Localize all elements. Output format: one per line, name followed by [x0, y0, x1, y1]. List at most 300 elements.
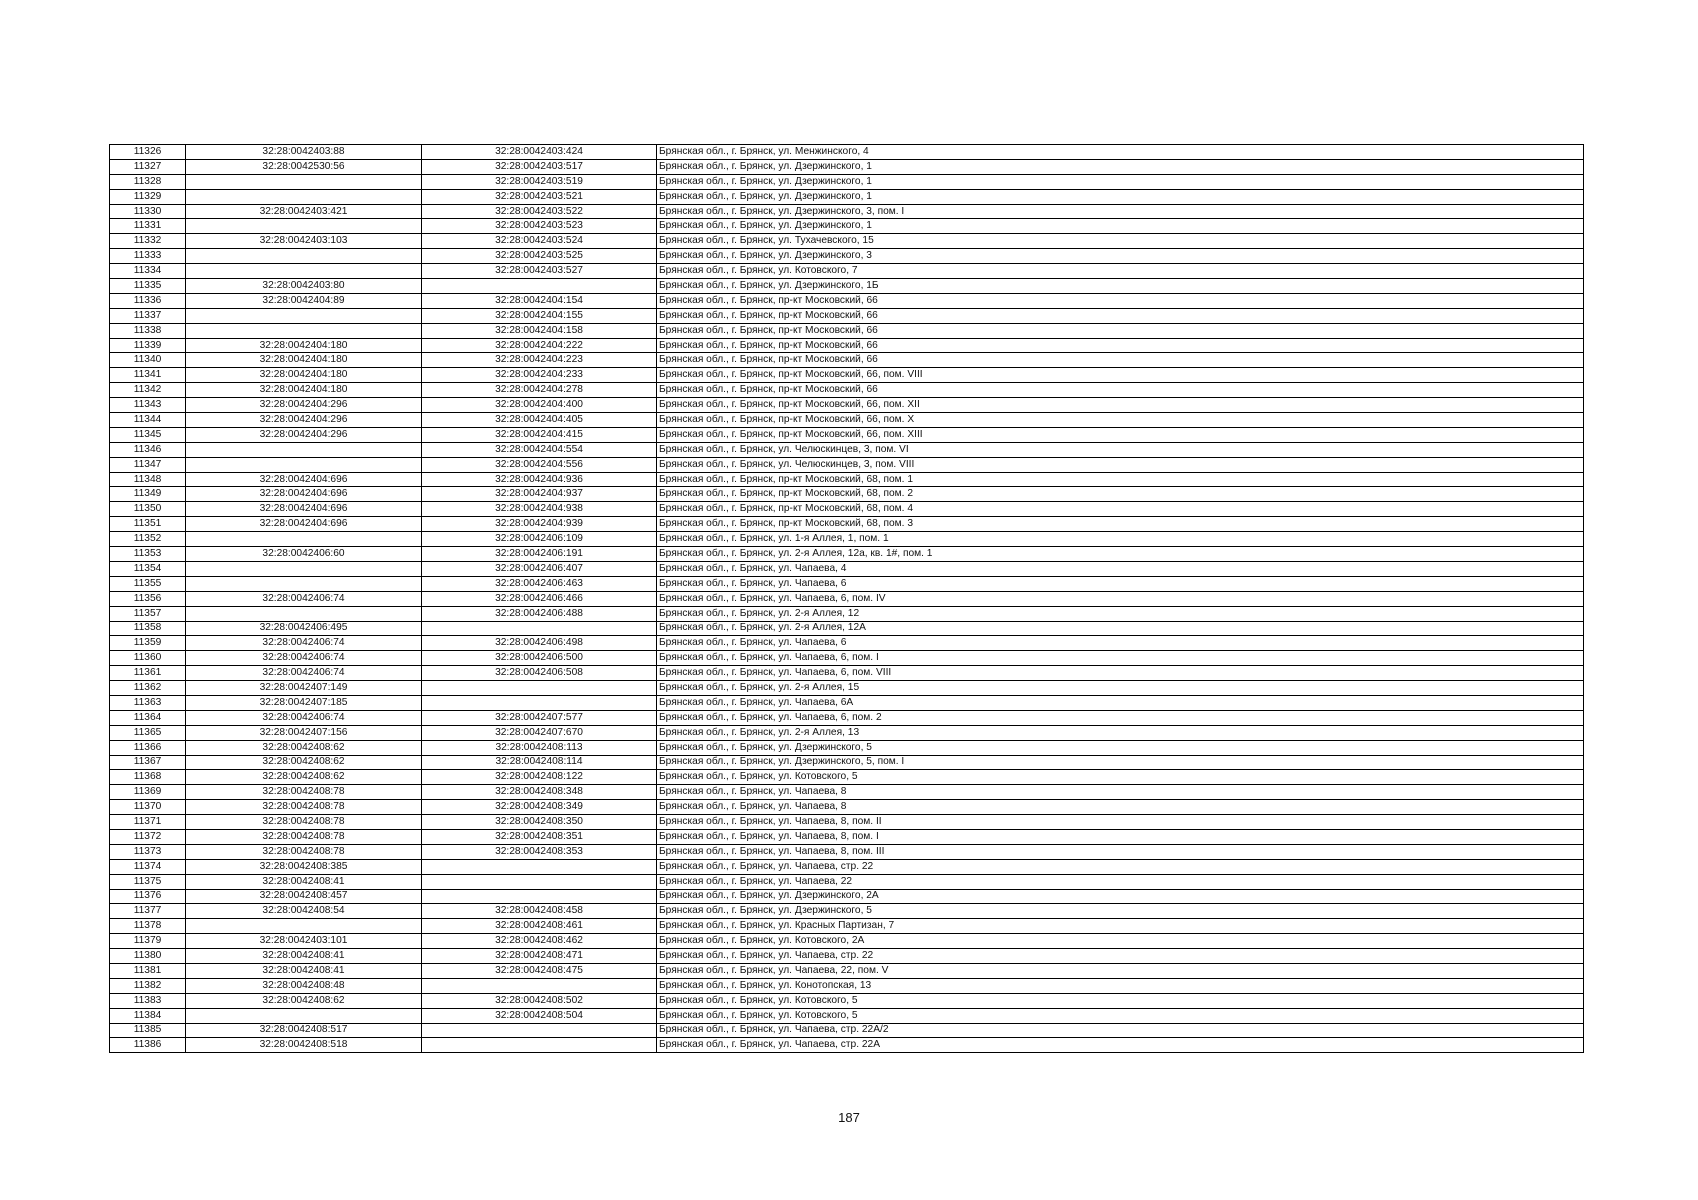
page-number: 187 [838, 1110, 860, 1125]
object-cadastral-number-cell: 32:28:0042403:524 [422, 234, 657, 249]
land-cadastral-number-cell: 32:28:0042406:74 [186, 666, 422, 681]
table-row [110, 844, 1584, 859]
table-row [110, 636, 1584, 651]
object-cadastral-number-cell: 32:28:0042408:502 [422, 993, 657, 1008]
row-number-cell: 11365 [110, 725, 186, 740]
table-row [110, 621, 1584, 636]
table-row [110, 502, 1584, 517]
object-cadastral-number-cell: 32:28:0042404:154 [422, 293, 657, 308]
address-cell: Брянская обл., г. Брянск, ул. Челюскинцев, 3, пом. VIII [657, 457, 1584, 472]
table-row [110, 517, 1584, 532]
land-cadastral-number-cell: 32:28:0042404:180 [186, 353, 422, 368]
table-row [110, 919, 1584, 934]
object-cadastral-number-cell: 32:28:0042408:350 [422, 815, 657, 830]
land-cadastral-number-cell: 32:28:0042407:156 [186, 725, 422, 740]
table-row [110, 457, 1584, 472]
object-cadastral-number-cell: 32:28:0042408:351 [422, 829, 657, 844]
land-cadastral-number-cell: 32:28:0042408:62 [186, 993, 422, 1008]
address-cell: Брянская обл., г. Брянск, ул. Дзержинского, 1 [657, 219, 1584, 234]
object-cadastral-number-cell: 32:28:0042404:158 [422, 323, 657, 338]
land-cadastral-number-cell: 32:28:0042408:78 [186, 815, 422, 830]
row-number-cell: 11370 [110, 800, 186, 815]
address-cell: Брянская обл., г. Брянск, пр-кт Московский, 66 [657, 293, 1584, 308]
object-cadastral-number-cell: 32:28:0042408:122 [422, 770, 657, 785]
address-cell: Брянская обл., г. Брянск, ул. Тухачевского, 15 [657, 234, 1584, 249]
land-cadastral-number-cell [186, 323, 422, 338]
address-cell: Брянская обл., г. Брянск, пр-кт Московский, 68, пом. 4 [657, 502, 1584, 517]
row-number-cell: 11337 [110, 308, 186, 323]
table-row [110, 249, 1584, 264]
address-cell: Брянская обл., г. Брянск, ул. Чапаева, 6 [657, 576, 1584, 591]
object-cadastral-number-cell: 32:28:0042404:936 [422, 472, 657, 487]
land-cadastral-number-cell: 32:28:0042408:62 [186, 740, 422, 755]
table-row [110, 1023, 1584, 1038]
land-cadastral-number-cell: 32:28:0042408:518 [186, 1038, 422, 1053]
row-number-cell: 11351 [110, 517, 186, 532]
land-cadastral-number-cell: 32:28:0042404:696 [186, 487, 422, 502]
address-cell: Брянская обл., г. Брянск, ул. Котовского, 5 [657, 770, 1584, 785]
object-cadastral-number-cell [422, 621, 657, 636]
row-number-cell: 11378 [110, 919, 186, 934]
object-cadastral-number-cell: 32:28:0042404:223 [422, 353, 657, 368]
table-row [110, 159, 1584, 174]
row-number-cell: 11375 [110, 874, 186, 889]
object-cadastral-number-cell: 32:28:0042406:498 [422, 636, 657, 651]
address-cell: Брянская обл., г. Брянск, пр-кт Московский, 68, пом. 2 [657, 487, 1584, 502]
row-number-cell: 11373 [110, 844, 186, 859]
object-cadastral-number-cell [422, 279, 657, 294]
row-number-cell: 11358 [110, 621, 186, 636]
object-cadastral-number-cell [422, 1038, 657, 1053]
table-row [110, 547, 1584, 562]
object-cadastral-number-cell: 32:28:0042404:415 [422, 427, 657, 442]
address-cell: Брянская обл., г. Брянск, ул. 2-я Аллея, 12 [657, 606, 1584, 621]
row-number-cell: 11352 [110, 532, 186, 547]
row-number-cell: 11366 [110, 740, 186, 755]
cadastral-table [109, 144, 1584, 1053]
object-cadastral-number-cell: 32:28:0042408:349 [422, 800, 657, 815]
land-cadastral-number-cell: 32:28:0042404:296 [186, 427, 422, 442]
table-row [110, 993, 1584, 1008]
object-cadastral-number-cell [422, 859, 657, 874]
land-cadastral-number-cell: 32:28:0042403:103 [186, 234, 422, 249]
land-cadastral-number-cell: 32:28:0042407:149 [186, 681, 422, 696]
land-cadastral-number-cell: 32:28:0042408:78 [186, 844, 422, 859]
object-cadastral-number-cell: 32:28:0042408:475 [422, 963, 657, 978]
row-number-cell: 11347 [110, 457, 186, 472]
object-cadastral-number-cell [422, 695, 657, 710]
table-row [110, 368, 1584, 383]
address-cell: Брянская обл., г. Брянск, ул. Чапаева, 22 [657, 874, 1584, 889]
table-row [110, 755, 1584, 770]
address-cell: Брянская обл., г. Брянск, пр-кт Московский, 68, пом. 3 [657, 517, 1584, 532]
address-cell: Брянская обл., г. Брянск, ул. Дзержинского, 2А [657, 889, 1584, 904]
row-number-cell: 11350 [110, 502, 186, 517]
table-body [110, 145, 1584, 1053]
object-cadastral-number-cell: 32:28:0042408:114 [422, 755, 657, 770]
land-cadastral-number-cell [186, 442, 422, 457]
address-cell: Брянская обл., г. Брянск, ул. Чапаева, 8, пом. I [657, 829, 1584, 844]
table-row [110, 695, 1584, 710]
row-number-cell: 11354 [110, 561, 186, 576]
land-cadastral-number-cell: 32:28:0042404:696 [186, 517, 422, 532]
address-cell: Брянская обл., г. Брянск, пр-кт Московский, 66, пом. VIII [657, 368, 1584, 383]
table-row [110, 904, 1584, 919]
land-cadastral-number-cell: 32:28:0042408:78 [186, 829, 422, 844]
row-number-cell: 11338 [110, 323, 186, 338]
land-cadastral-number-cell [186, 249, 422, 264]
row-number-cell: 11368 [110, 770, 186, 785]
address-cell: Брянская обл., г. Брянск, ул. Дзержинского, 1 [657, 189, 1584, 204]
row-number-cell: 11333 [110, 249, 186, 264]
table-row [110, 725, 1584, 740]
address-cell: Брянская обл., г. Брянск, ул. Дзержинского, 1Б [657, 279, 1584, 294]
row-number-cell: 11334 [110, 264, 186, 279]
land-cadastral-number-cell: 32:28:0042408:517 [186, 1023, 422, 1038]
address-cell: Брянская обл., г. Брянск, ул. Дзержинского, 3 [657, 249, 1584, 264]
land-cadastral-number-cell [186, 189, 422, 204]
land-cadastral-number-cell [186, 919, 422, 934]
address-cell: Брянская обл., г. Брянск, ул. Котовского, 7 [657, 264, 1584, 279]
land-cadastral-number-cell [186, 457, 422, 472]
object-cadastral-number-cell: 32:28:0042403:517 [422, 159, 657, 174]
row-number-cell: 11348 [110, 472, 186, 487]
address-cell: Брянская обл., г. Брянск, ул. 1-я Аллея, 1, пом. 1 [657, 532, 1584, 547]
address-cell: Брянская обл., г. Брянск, ул. Чапаева, 8 [657, 785, 1584, 800]
row-number-cell: 11369 [110, 785, 186, 800]
table-row [110, 606, 1584, 621]
row-number-cell: 11327 [110, 159, 186, 174]
address-cell: Брянская обл., г. Брянск, пр-кт Московский, 66 [657, 338, 1584, 353]
address-cell: Брянская обл., г. Брянск, ул. Дзержинского, 5 [657, 740, 1584, 755]
land-cadastral-number-cell: 32:28:0042404:180 [186, 368, 422, 383]
address-cell: Брянская обл., г. Брянск, ул. Котовского, 5 [657, 993, 1584, 1008]
address-cell: Брянская обл., г. Брянск, пр-кт Московский, 66 [657, 308, 1584, 323]
land-cadastral-number-cell: 32:28:0042408:78 [186, 800, 422, 815]
table-row [110, 651, 1584, 666]
row-number-cell: 11329 [110, 189, 186, 204]
row-number-cell: 11380 [110, 949, 186, 964]
land-cadastral-number-cell [186, 1008, 422, 1023]
table-row [110, 770, 1584, 785]
object-cadastral-number-cell: 32:28:0042404:233 [422, 368, 657, 383]
address-cell: Брянская обл., г. Брянск, пр-кт Московский, 66, пом. XIII [657, 427, 1584, 442]
table-row [110, 785, 1584, 800]
row-number-cell: 11330 [110, 204, 186, 219]
object-cadastral-number-cell: 32:28:0042404:556 [422, 457, 657, 472]
address-cell: Брянская обл., г. Брянск, ул. Дзержинского, 1 [657, 159, 1584, 174]
table-row [110, 487, 1584, 502]
address-cell: Брянская обл., г. Брянск, ул. Дзержинского, 1 [657, 174, 1584, 189]
table-row [110, 279, 1584, 294]
table-row [110, 145, 1584, 160]
object-cadastral-number-cell: 32:28:0042404:937 [422, 487, 657, 502]
table-row [110, 413, 1584, 428]
address-cell: Брянская обл., г. Брянск, ул. 2-я Аллея, 12а, кв. 1#, пом. 1 [657, 547, 1584, 562]
object-cadastral-number-cell: 32:28:0042404:222 [422, 338, 657, 353]
address-cell: Брянская обл., г. Брянск, ул. Котовского, 2А [657, 934, 1584, 949]
land-cadastral-number-cell: 32:28:0042406:74 [186, 651, 422, 666]
land-cadastral-number-cell: 32:28:0042403:88 [186, 145, 422, 160]
row-number-cell: 11356 [110, 591, 186, 606]
land-cadastral-number-cell: 32:28:0042406:74 [186, 710, 422, 725]
land-cadastral-number-cell: 32:28:0042404:696 [186, 472, 422, 487]
table-row [110, 576, 1584, 591]
address-cell: Брянская обл., г. Брянск, ул. Чапаева, 8 [657, 800, 1584, 815]
table-row [110, 1008, 1584, 1023]
land-cadastral-number-cell: 32:28:0042404:89 [186, 293, 422, 308]
row-number-cell: 11360 [110, 651, 186, 666]
object-cadastral-number-cell: 32:28:0042406:191 [422, 547, 657, 562]
object-cadastral-number-cell: 32:28:0042404:938 [422, 502, 657, 517]
address-cell: Брянская обл., г. Брянск, ул. 2-я Аллея, 12А [657, 621, 1584, 636]
row-number-cell: 11355 [110, 576, 186, 591]
address-cell: Брянская обл., г. Брянск, ул. Чапаева, 8, пом. II [657, 815, 1584, 830]
address-cell: Брянская обл., г. Брянск, ул. Чапаева, 6, пом. VIII [657, 666, 1584, 681]
row-number-cell: 11371 [110, 815, 186, 830]
address-cell: Брянская обл., г. Брянск, ул. Чапаева, 6, пом. 2 [657, 710, 1584, 725]
land-cadastral-number-cell: 32:28:0042404:180 [186, 383, 422, 398]
land-cadastral-number-cell: 32:28:0042408:41 [186, 949, 422, 964]
row-number-cell: 11339 [110, 338, 186, 353]
row-number-cell: 11374 [110, 859, 186, 874]
land-cadastral-number-cell: 32:28:0042408:62 [186, 755, 422, 770]
address-cell: Брянская обл., г. Брянск, ул. 2-я Аллея, 15 [657, 681, 1584, 696]
row-number-cell: 11353 [110, 547, 186, 562]
land-cadastral-number-cell [186, 576, 422, 591]
table-row [110, 293, 1584, 308]
object-cadastral-number-cell: 32:28:0042403:424 [422, 145, 657, 160]
table-row [110, 874, 1584, 889]
row-number-cell: 11340 [110, 353, 186, 368]
table-row [110, 963, 1584, 978]
row-number-cell: 11331 [110, 219, 186, 234]
land-cadastral-number-cell: 32:28:0042406:495 [186, 621, 422, 636]
object-cadastral-number-cell: 32:28:0042408:113 [422, 740, 657, 755]
row-number-cell: 11377 [110, 904, 186, 919]
table-row [110, 681, 1584, 696]
table-row [110, 815, 1584, 830]
address-cell: Брянская обл., г. Брянск, ул. Чапаева, 6А [657, 695, 1584, 710]
row-number-cell: 11341 [110, 368, 186, 383]
row-number-cell: 11359 [110, 636, 186, 651]
land-cadastral-number-cell: 32:28:0042408:41 [186, 963, 422, 978]
table-row [110, 204, 1584, 219]
land-cadastral-number-cell: 32:28:0042408:62 [186, 770, 422, 785]
land-cadastral-number-cell: 32:28:0042404:296 [186, 398, 422, 413]
row-number-cell: 11376 [110, 889, 186, 904]
table-row [110, 264, 1584, 279]
object-cadastral-number-cell: 32:28:0042408:353 [422, 844, 657, 859]
table-row [110, 740, 1584, 755]
row-number-cell: 11328 [110, 174, 186, 189]
table-row [110, 1038, 1584, 1053]
row-number-cell: 11349 [110, 487, 186, 502]
table-row [110, 234, 1584, 249]
table-row [110, 934, 1584, 949]
object-cadastral-number-cell: 32:28:0042403:523 [422, 219, 657, 234]
land-cadastral-number-cell [186, 561, 422, 576]
table-row [110, 949, 1584, 964]
address-cell: Брянская обл., г. Брянск, ул. Челюскинцев, 3, пом. VI [657, 442, 1584, 457]
row-number-cell: 11386 [110, 1038, 186, 1053]
row-number-cell: 11326 [110, 145, 186, 160]
address-cell: Брянская обл., г. Брянск, ул. Чапаева, 6, пом. I [657, 651, 1584, 666]
land-cadastral-number-cell: 32:28:0042407:185 [186, 695, 422, 710]
object-cadastral-number-cell: 32:28:0042403:525 [422, 249, 657, 264]
object-cadastral-number-cell: 32:28:0042406:500 [422, 651, 657, 666]
table-row [110, 323, 1584, 338]
land-cadastral-number-cell [186, 308, 422, 323]
row-number-cell: 11342 [110, 383, 186, 398]
object-cadastral-number-cell: 32:28:0042404:554 [422, 442, 657, 457]
land-cadastral-number-cell: 32:28:0042406:74 [186, 591, 422, 606]
table-row [110, 532, 1584, 547]
object-cadastral-number-cell [422, 978, 657, 993]
object-cadastral-number-cell: 32:28:0042404:939 [422, 517, 657, 532]
address-cell: Брянская обл., г. Брянск, пр-кт Московский, 66, пом. X [657, 413, 1584, 428]
object-cadastral-number-cell [422, 1023, 657, 1038]
row-number-cell: 11336 [110, 293, 186, 308]
table-row [110, 338, 1584, 353]
table-row [110, 383, 1584, 398]
table-row [110, 666, 1584, 681]
land-cadastral-number-cell: 32:28:0042403:421 [186, 204, 422, 219]
object-cadastral-number-cell: 32:28:0042403:522 [422, 204, 657, 219]
table-row [110, 800, 1584, 815]
object-cadastral-number-cell [422, 681, 657, 696]
table-row [110, 174, 1584, 189]
land-cadastral-number-cell: 32:28:0042404:296 [186, 413, 422, 428]
row-number-cell: 11364 [110, 710, 186, 725]
row-number-cell: 11361 [110, 666, 186, 681]
table-row [110, 427, 1584, 442]
table-row [110, 591, 1584, 606]
row-number-cell: 11343 [110, 398, 186, 413]
object-cadastral-number-cell: 32:28:0042403:519 [422, 174, 657, 189]
address-cell: Брянская обл., г. Брянск, ул. Менжинского, 4 [657, 145, 1584, 160]
row-number-cell: 11379 [110, 934, 186, 949]
address-cell: Брянская обл., г. Брянск, ул. Дзержинского, 3, пом. I [657, 204, 1584, 219]
row-number-cell: 11357 [110, 606, 186, 621]
land-cadastral-number-cell [186, 219, 422, 234]
land-cadastral-number-cell: 32:28:0042408:78 [186, 785, 422, 800]
object-cadastral-number-cell: 32:28:0042408:348 [422, 785, 657, 800]
object-cadastral-number-cell: 32:28:0042406:488 [422, 606, 657, 621]
address-cell: Брянская обл., г. Брянск, ул. Чапаева, 6, пом. IV [657, 591, 1584, 606]
address-cell: Брянская обл., г. Брянск, ул. Котовского, 5 [657, 1008, 1584, 1023]
row-number-cell: 11382 [110, 978, 186, 993]
row-number-cell: 11332 [110, 234, 186, 249]
table-row [110, 472, 1584, 487]
address-cell: Брянская обл., г. Брянск, ул. Чапаева, стр. 22А [657, 1038, 1584, 1053]
address-cell: Брянская обл., г. Брянск, ул. Чапаева, 22, пом. V [657, 963, 1584, 978]
address-cell: Брянская обл., г. Брянск, ул. Дзержинского, 5 [657, 904, 1584, 919]
land-cadastral-number-cell: 32:28:0042404:696 [186, 502, 422, 517]
table-row [110, 889, 1584, 904]
table-row [110, 353, 1584, 368]
object-cadastral-number-cell: 32:28:0042404:278 [422, 383, 657, 398]
row-number-cell: 11363 [110, 695, 186, 710]
land-cadastral-number-cell: 32:28:0042404:180 [186, 338, 422, 353]
row-number-cell: 11383 [110, 993, 186, 1008]
table-row [110, 859, 1584, 874]
land-cadastral-number-cell: 32:28:0042403:80 [186, 279, 422, 294]
land-cadastral-number-cell: 32:28:0042408:54 [186, 904, 422, 919]
address-cell: Брянская обл., г. Брянск, ул. Конотопская, 13 [657, 978, 1584, 993]
land-cadastral-number-cell [186, 264, 422, 279]
address-cell: Брянская обл., г. Брянск, ул. Чапаева, стр. 22А/2 [657, 1023, 1584, 1038]
table-row [110, 219, 1584, 234]
table-row [110, 308, 1584, 323]
object-cadastral-number-cell: 32:28:0042404:155 [422, 308, 657, 323]
row-number-cell: 11381 [110, 963, 186, 978]
row-number-cell: 11385 [110, 1023, 186, 1038]
land-cadastral-number-cell: 32:28:0042406:60 [186, 547, 422, 562]
object-cadastral-number-cell: 32:28:0042406:463 [422, 576, 657, 591]
address-cell: Брянская обл., г. Брянск, ул. Чапаева, стр. 22 [657, 859, 1584, 874]
table-row [110, 442, 1584, 457]
address-cell: Брянская обл., г. Брянск, ул. 2-я Аллея, 13 [657, 725, 1584, 740]
table-row [110, 398, 1584, 413]
object-cadastral-number-cell: 32:28:0042407:577 [422, 710, 657, 725]
land-cadastral-number-cell: 32:28:0042408:48 [186, 978, 422, 993]
land-cadastral-number-cell: 32:28:0042406:74 [186, 636, 422, 651]
land-cadastral-number-cell: 32:28:0042408:41 [186, 874, 422, 889]
row-number-cell: 11346 [110, 442, 186, 457]
object-cadastral-number-cell: 32:28:0042403:527 [422, 264, 657, 279]
land-cadastral-number-cell [186, 606, 422, 621]
address-cell: Брянская обл., г. Брянск, ул. Чапаева, 4 [657, 561, 1584, 576]
land-cadastral-number-cell: 32:28:0042408:385 [186, 859, 422, 874]
object-cadastral-number-cell: 32:28:0042406:109 [422, 532, 657, 547]
address-cell: Брянская обл., г. Брянск, пр-кт Московский, 66, пом. XII [657, 398, 1584, 413]
object-cadastral-number-cell: 32:28:0042406:407 [422, 561, 657, 576]
address-cell: Брянская обл., г. Брянск, ул. Чапаева, стр. 22 [657, 949, 1584, 964]
land-cadastral-number-cell [186, 532, 422, 547]
object-cadastral-number-cell: 32:28:0042407:670 [422, 725, 657, 740]
row-number-cell: 11345 [110, 427, 186, 442]
address-cell: Брянская обл., г. Брянск, пр-кт Московский, 68, пом. 1 [657, 472, 1584, 487]
land-cadastral-number-cell: 32:28:0042408:457 [186, 889, 422, 904]
land-cadastral-number-cell [186, 174, 422, 189]
object-cadastral-number-cell: 32:28:0042406:508 [422, 666, 657, 681]
object-cadastral-number-cell: 32:28:0042408:471 [422, 949, 657, 964]
object-cadastral-number-cell [422, 874, 657, 889]
address-cell: Брянская обл., г. Брянск, ул. Дзержинского, 5, пом. I [657, 755, 1584, 770]
object-cadastral-number-cell: 32:28:0042404:405 [422, 413, 657, 428]
table-row [110, 978, 1584, 993]
table-row [110, 561, 1584, 576]
row-number-cell: 11362 [110, 681, 186, 696]
land-cadastral-number-cell: 32:28:0042530:56 [186, 159, 422, 174]
row-number-cell: 11344 [110, 413, 186, 428]
address-cell: Брянская обл., г. Брянск, пр-кт Московский, 66 [657, 323, 1584, 338]
address-cell: Брянская обл., г. Брянск, ул. Чапаева, 8, пом. III [657, 844, 1584, 859]
object-cadastral-number-cell: 32:28:0042404:400 [422, 398, 657, 413]
object-cadastral-number-cell: 32:28:0042403:521 [422, 189, 657, 204]
address-cell: Брянская обл., г. Брянск, пр-кт Московский, 66 [657, 353, 1584, 368]
address-cell: Брянская обл., г. Брянск, ул. Чапаева, 6 [657, 636, 1584, 651]
address-cell: Брянская обл., г. Брянск, ул. Красных Партизан, 7 [657, 919, 1584, 934]
object-cadastral-number-cell: 32:28:0042408:462 [422, 934, 657, 949]
table-row [110, 710, 1584, 725]
table-row [110, 829, 1584, 844]
object-cadastral-number-cell [422, 889, 657, 904]
row-number-cell: 11367 [110, 755, 186, 770]
table-row [110, 189, 1584, 204]
object-cadastral-number-cell: 32:28:0042408:458 [422, 904, 657, 919]
